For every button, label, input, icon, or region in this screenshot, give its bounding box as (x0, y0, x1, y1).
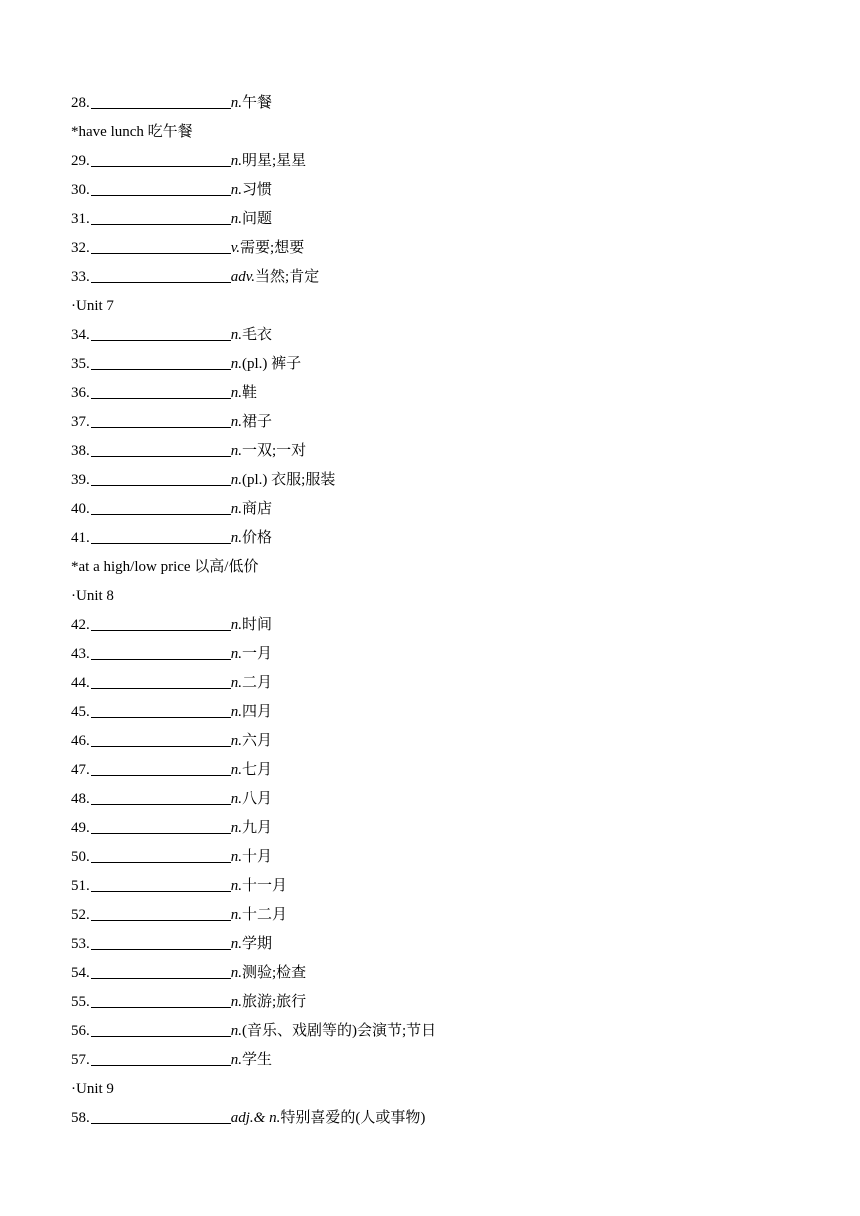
part-of-speech: n. (230, 704, 242, 720)
answer-blank[interactable] (91, 409, 231, 428)
definition: 四月 (242, 704, 273, 720)
vocab-item (71, 321, 436, 350)
part-of-speech: n. (230, 472, 242, 488)
item-number: 57. (71, 1052, 90, 1068)
part-of-speech: n. (230, 733, 242, 749)
item-number: 40. (71, 501, 90, 517)
answer-blank[interactable] (91, 902, 231, 921)
answer-blank[interactable] (91, 960, 231, 979)
vocab-item (71, 698, 436, 727)
definition: 午餐 (242, 95, 273, 111)
answer-blank[interactable] (91, 670, 231, 689)
definition: 需要;想要 (240, 240, 305, 256)
definition: (pl.) 衣服;服装 (242, 472, 336, 488)
answer-blank[interactable] (91, 322, 231, 341)
definition: 旅游;旅行 (242, 994, 307, 1010)
vocab-item (71, 205, 436, 234)
item-number: 47. (71, 762, 90, 778)
definition: 习惯 (242, 182, 273, 198)
definition: 十一月 (242, 878, 288, 894)
vocab-item (71, 1017, 436, 1046)
answer-blank[interactable] (91, 844, 231, 863)
unit-heading: ·Unit 9 (71, 1081, 114, 1097)
definition: 裙子 (242, 414, 273, 430)
unit-heading: ·Unit 7 (71, 298, 114, 314)
item-number: 48. (71, 791, 90, 807)
vocab-item (71, 495, 436, 524)
vocab-item (71, 669, 436, 698)
vocab-item (71, 901, 436, 930)
vocab-item (71, 524, 436, 553)
answer-blank[interactable] (91, 351, 231, 370)
definition: 学生 (242, 1052, 273, 1068)
item-number: 37. (71, 414, 90, 430)
answer-blank[interactable] (91, 496, 231, 515)
definition: 六月 (242, 733, 273, 749)
definition: 价格 (242, 530, 273, 546)
part-of-speech: n. (230, 95, 242, 111)
part-of-speech: n. (230, 936, 242, 952)
definition: 毛衣 (242, 327, 273, 343)
part-of-speech: n. (230, 327, 242, 343)
item-number: 28. (71, 95, 90, 111)
item-number: 41. (71, 530, 90, 546)
part-of-speech: n. (230, 211, 242, 227)
definition: 特别喜爱的(人或事物) (280, 1110, 426, 1126)
vocabulary-list (71, 89, 436, 1133)
vocab-item (71, 756, 436, 785)
part-of-speech: n. (230, 617, 242, 633)
part-of-speech: n. (230, 791, 242, 807)
vocab-item (71, 814, 436, 843)
answer-blank[interactable] (91, 989, 231, 1008)
item-number: 49. (71, 820, 90, 836)
answer-blank[interactable] (91, 467, 231, 486)
definition: 一双;一对 (242, 443, 307, 459)
vocab-item (71, 1046, 436, 1075)
vocab-item (71, 147, 436, 176)
definition: 七月 (242, 762, 273, 778)
vocab-item (71, 1104, 436, 1133)
answer-blank[interactable] (91, 206, 231, 225)
definition: 九月 (242, 820, 273, 836)
part-of-speech: n. (230, 675, 242, 691)
definition: 十月 (242, 849, 273, 865)
part-of-speech: n. (230, 356, 242, 372)
part-of-speech: n. (230, 994, 242, 1010)
phrase-note: *have lunch 吃午餐 (71, 124, 193, 140)
part-of-speech: v. (230, 240, 241, 256)
vocab-item (71, 408, 436, 437)
definition: 商店 (242, 501, 273, 517)
vocab-item (71, 988, 436, 1017)
item-number: 44. (71, 675, 90, 691)
answer-blank[interactable] (91, 148, 231, 167)
answer-blank[interactable] (91, 786, 231, 805)
item-number: 46. (71, 733, 90, 749)
vocab-item (71, 350, 436, 379)
definition: 一月 (242, 646, 273, 662)
definition: 十二月 (242, 907, 288, 923)
answer-blank[interactable] (91, 264, 231, 283)
definition: 测验;检查 (242, 965, 307, 981)
answer-blank[interactable] (91, 1047, 231, 1066)
definition: 明星;星星 (242, 153, 307, 169)
vocab-item (71, 234, 436, 263)
vocab-item (71, 872, 436, 901)
vocab-item (71, 959, 436, 988)
vocab-item (71, 785, 436, 814)
answer-blank[interactable] (91, 177, 231, 196)
item-number: 51. (71, 878, 90, 894)
part-of-speech: n. (230, 820, 242, 836)
item-number: 50. (71, 849, 90, 865)
item-number: 42. (71, 617, 90, 633)
phrase-note: *at a high/low price 以高/低价 (71, 559, 259, 575)
vocab-item (71, 843, 436, 872)
part-of-speech: n. (230, 965, 242, 981)
vocab-item (71, 640, 436, 669)
item-number: 38. (71, 443, 90, 459)
part-of-speech: n. (230, 1023, 242, 1039)
definition: 八月 (242, 791, 273, 807)
item-number: 54. (71, 965, 90, 981)
answer-blank[interactable] (91, 235, 231, 254)
item-number: 52. (71, 907, 90, 923)
definition: (pl.) 裤子 (242, 356, 302, 372)
answer-blank[interactable] (91, 873, 231, 892)
item-number: 31. (71, 211, 90, 227)
part-of-speech: n. (230, 153, 242, 169)
item-number: 58. (71, 1110, 90, 1126)
item-number: 33. (71, 269, 90, 285)
part-of-speech: n. (230, 182, 242, 198)
item-number: 39. (71, 472, 90, 488)
vocab-item (71, 466, 436, 495)
vocab-item (71, 263, 436, 292)
item-number: 32. (71, 240, 90, 256)
vocab-item (71, 437, 436, 466)
answer-blank[interactable] (91, 612, 231, 631)
vocab-item (71, 611, 436, 640)
vocab-item (71, 379, 436, 408)
vocab-item (71, 727, 436, 756)
definition: 问题 (242, 211, 273, 227)
vocab-item (71, 176, 436, 205)
part-of-speech: n. (230, 1052, 242, 1068)
answer-blank[interactable] (91, 699, 231, 718)
vocab-item (71, 89, 436, 118)
item-number: 43. (71, 646, 90, 662)
unit-heading: ·Unit 8 (71, 588, 114, 604)
answer-blank[interactable] (91, 90, 231, 109)
part-of-speech: adj.& n. (230, 1110, 281, 1126)
item-number: 53. (71, 936, 90, 952)
definition: 鞋 (242, 385, 258, 401)
item-number: 56. (71, 1023, 90, 1039)
part-of-speech: n. (230, 530, 242, 546)
answer-blank[interactable] (91, 1105, 231, 1124)
answer-blank[interactable] (91, 1018, 231, 1037)
answer-blank[interactable] (91, 380, 231, 399)
answer-blank[interactable] (91, 815, 231, 834)
definition: 学期 (242, 936, 273, 952)
part-of-speech: adv. (230, 269, 256, 285)
answer-blank[interactable] (91, 931, 231, 950)
part-of-speech: n. (230, 501, 242, 517)
item-number: 55. (71, 994, 90, 1010)
vocab-item (71, 930, 436, 959)
definition: (音乐、戏剧等的)会演节;节日 (242, 1023, 437, 1039)
part-of-speech: n. (230, 646, 242, 662)
part-of-speech: n. (230, 414, 242, 430)
item-number: 29. (71, 153, 90, 169)
definition: 时间 (242, 617, 273, 633)
item-number: 36. (71, 385, 90, 401)
part-of-speech: n. (230, 443, 242, 459)
answer-blank[interactable] (91, 757, 231, 776)
answer-blank[interactable] (91, 438, 231, 457)
item-number: 45. (71, 704, 90, 720)
part-of-speech: n. (230, 762, 242, 778)
item-number: 34. (71, 327, 90, 343)
item-number: 30. (71, 182, 90, 198)
answer-blank[interactable] (91, 728, 231, 747)
definition: 二月 (242, 675, 273, 691)
answer-blank[interactable] (91, 641, 231, 660)
part-of-speech: n. (230, 907, 242, 923)
answer-blank[interactable] (91, 525, 231, 544)
item-number: 35. (71, 356, 90, 372)
definition: 当然;肯定 (255, 269, 320, 285)
part-of-speech: n. (230, 849, 242, 865)
part-of-speech: n. (230, 878, 242, 894)
part-of-speech: n. (230, 385, 242, 401)
